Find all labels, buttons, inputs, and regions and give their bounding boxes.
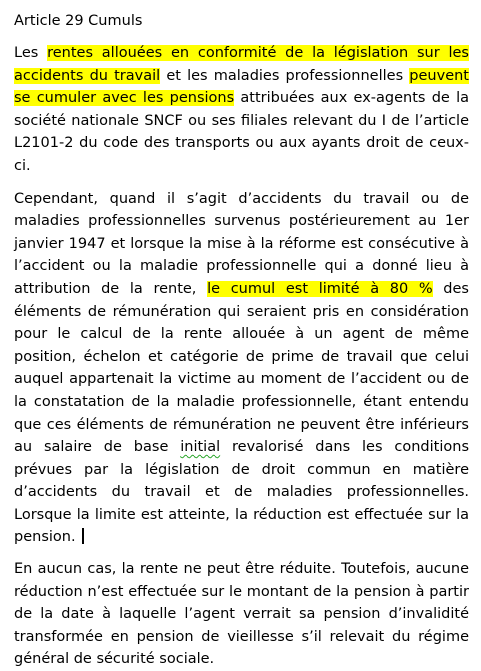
p1-highlight-2: peuvent se cumuler avec les pensions [14, 67, 469, 107]
p2-text-3: revalorisé dans les conditions prévues par la législation de droit commun en matière d’accidents du travail et de maladies professionnelles. Lorsque la limite est atteinte, la réduction est effectuée sur la pension. [14, 439, 469, 546]
p2-highlight-1: le cumul est limité à 80 % [207, 280, 433, 297]
spellcheck-flagged-word[interactable]: initial [180, 439, 221, 456]
paragraph-1 [14, 42, 469, 178]
p1-text-1: Les [14, 45, 48, 61]
text-cursor [82, 528, 84, 544]
paragraph-3 [14, 558, 469, 671]
p1-text-2: et les maladies professionnelles [160, 67, 410, 84]
p1-highlight-1: rentes allouées en conformité de la législation sur les accidents du travail [14, 45, 469, 84]
article-title: Article 29 Cumuls [14, 13, 143, 29]
p2-text-2: des éléments de rémunération qui seraient pris en considération pour le calcul de la rente allouée à un agent de même position, échelon et catégorie de prime de travail que celui auquel appartenait la victime au moment de l’accident ou de la constatation de la maladie professionnelle, étant entendu que ces éléments de rémunération ne peuvent être inférieurs au salaire de base [14, 280, 469, 456]
p3-text-1: En aucun cas, la rente ne peut être réduite. Toutefois, aucune réduction n’est effectuée sur le montant de la pension à partir de la date à laquelle l’agent verrait sa pension d’invalidité transformée en pension de vieillesse s’il relevait du régime général de sécurité sociale. [14, 561, 469, 668]
p2-text-1: Cependant, quand il s’agit d’accidents du travail ou de maladies professionnelles survenus postérieurement au 1er janvier 1947 et lorsque la mise à la réforme est consécutive à l’accident ou la maladie professionnelle qui a donné lieu à attribution de la rente, [14, 190, 469, 297]
paragraph-2 [14, 188, 469, 550]
document-body[interactable] [14, 10, 469, 671]
p1-text-3: attribuées aux ex-agents de la société nationale SNCF ou ses filiales relevant du I de l’article L2101-2 du code des transports ou aux ayants droit de ceux-ci. [14, 90, 469, 174]
